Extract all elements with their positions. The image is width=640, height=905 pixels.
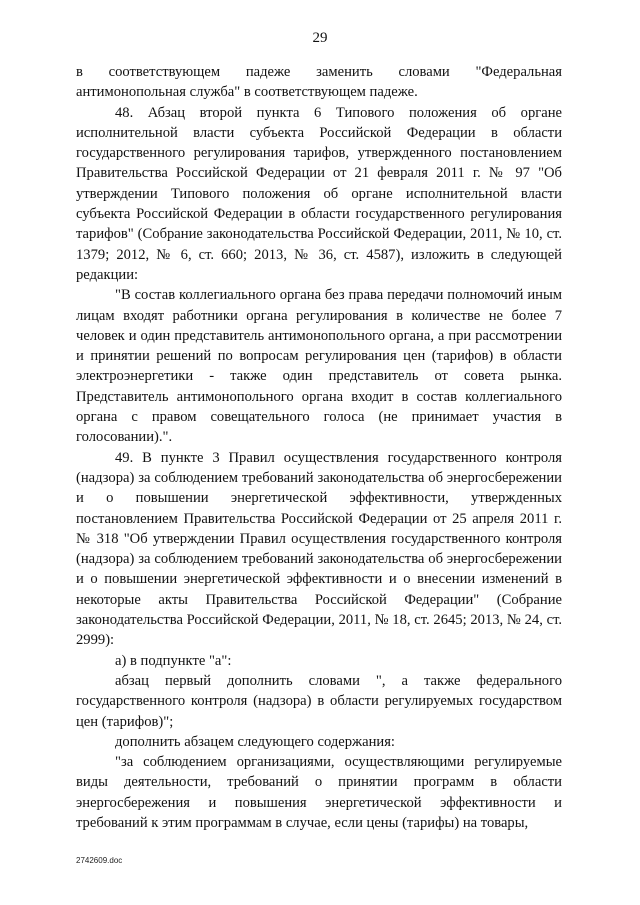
paragraph: абзац первый дополнить словами ", а также федерального государственного контроля (надзора) в области регулируемых государством цен (тарифов)"; — [76, 672, 562, 730]
paragraph: "В состав коллегиального органа без права передачи полномочий иным лицам входят работники органа регулирования в количестве не более 7 человек и один представитель антимонопольного органа, а при рассмотрении и принятии решений по вопросам регулирования цен (тарифов) в области электроэнергетики - также один представитель от совета рынка. Представитель антимонопольного органа входит в состав коллегиального органа с правом совещательного голоса (не принимает участия в голосовании).". — [76, 287, 562, 446]
page-number: 29 — [312, 30, 328, 46]
document-body — [76, 62, 562, 833]
paragraph: 48. Абзац второй пункта 6 Типового положения об органе исполнительной власти субъекта Российской Федерации в области государственного регулирования тарифов, утвержденного постановлением Правительства Российской Федерации от 21 февраля 2011 г. № 97 "Об утверждении Типового положения об органе исполнительной власти субъекта Российской Федерации в области государственного регулирования тарифов" (Собрание законодательства Российской Федерации, 2011, № 10, ст. 1379; 2012, № 6, ст. 660; 2013, № 36, ст. 4587), изложить в следующей редакции: — [76, 104, 562, 283]
paragraph: а) в подпункте "а": — [115, 652, 232, 669]
paragraph: 49. В пункте 3 Правил осуществления государственного контроля (надзора) за соблюдением требований законодательства об энергосбережении и о повышении энергетической эффективности, утвержденных постановлением Правительства Российской Федерации от 25 апреля 2011 г. № 318 "Об утверждении Правил осуществления государственного контроля (надзора) за соблюдением требований законодательства об энергосбережении и о повышении энергетической эффективности и о внесении изменений в некоторые акты Правительства Российской Федерации" (Собрание законодательства Российской Федерации, 2011, № 18, ст. 2645; 2013, № 24, ст. 2999): — [76, 449, 562, 649]
document-footer: 2742609.doc — [76, 856, 123, 865]
paragraph: "за соблюдением организациями, осуществляющими регулируемые виды деятельности, требований о принятии программ в области энергосбережения и повышения энергетической эффективности и требований к этим программам в случае, если цены (тарифы) на товары, — [76, 754, 562, 831]
paragraph: дополнить абзацем следующего содержания: — [115, 733, 395, 750]
paragraph: в соответствующем падеже заменить словами "Федеральная антимонопольная служба" в соответствующем падеже. — [76, 64, 562, 101]
